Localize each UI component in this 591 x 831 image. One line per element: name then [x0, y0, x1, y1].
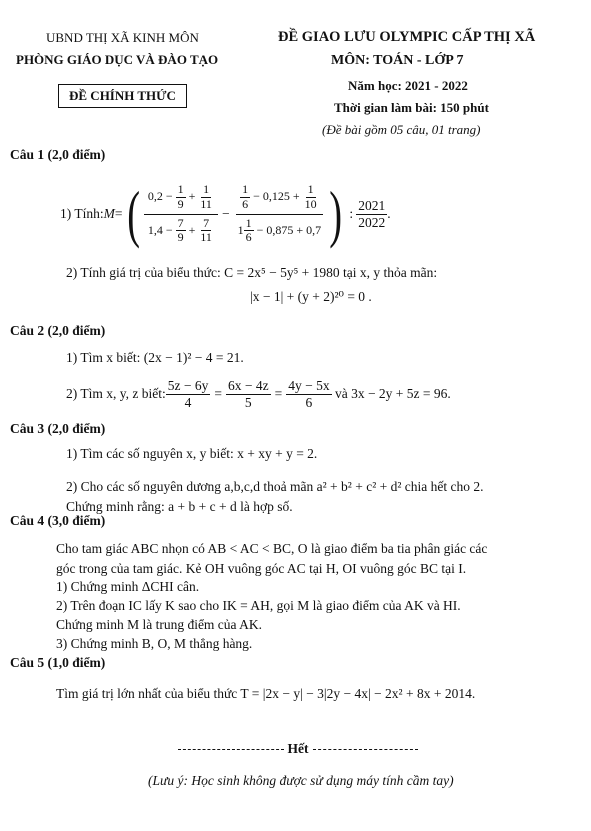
- right-paren: ): [329, 178, 343, 249]
- end-rule-left: [178, 749, 284, 750]
- q2-f1-den: 4: [184, 394, 192, 410]
- q1-p1-label: 1) Tính:: [60, 206, 104, 221]
- q2-p1: 1) Tìm x biết: (2x − 1)² − 4 = 21.: [66, 350, 244, 365]
- q4-line-6: 3) Chứng minh B, O, M thẳng hàng.: [56, 636, 253, 651]
- footer-note: (Lưu ý: Học sinh không được sử dụng máy tính cầm tay): [148, 773, 454, 788]
- q2-title: Câu 2 (2,0 điểm): [10, 323, 106, 338]
- end-rule-right: [313, 749, 419, 750]
- q3-title: Câu 3 (2,0 điểm): [10, 421, 106, 436]
- end-marker: [178, 741, 418, 757]
- q5-line-1: Tìm giá trị lớn nhất của biểu thức T = |2x − y| − 3|2y − 4x| − 2x² + 8x + 2014.: [56, 686, 476, 701]
- q1-p2-cond: |x − 1| + (y + 2)²⁰ = 0 .: [250, 289, 372, 304]
- q2-frac-3: [286, 378, 331, 410]
- exam-note: (Đề bài gồm 05 câu, 01 trang): [322, 122, 481, 137]
- q4-line-3: 1) Chứng minh ΔCHI cân.: [56, 579, 200, 594]
- q1-expression: 1) Tính: M = ( 0,2 − $\frac{1}{9}$ + $\frac{1}{11}$ 1,4 − $\frac{7}{9}$ + $\frac{7}{11}$ − $\frac{1}{6}$ − 0,125 + $\frac{1}{10}$ 1 $\frac{1}{6}$ − 0,875 + 0,7 ) : $\frac{2021}{2022}$ .: [60, 178, 391, 249]
- result-num: 2021: [358, 197, 386, 213]
- q1-var-m: M: [103, 206, 115, 221]
- exam-year: Năm học: 2021 - 2022: [348, 78, 468, 93]
- result-fraction: [356, 198, 387, 230]
- exam-duration: Thời gian làm bài: 150 phút: [334, 100, 489, 115]
- q5-title: Câu 5 (1,0 điểm): [10, 655, 106, 670]
- q2-frac-2: [226, 378, 271, 410]
- result-den: 2022: [358, 214, 386, 230]
- q3-p2b: Chứng minh rằng: a + b + c + d là hợp số.: [66, 499, 293, 514]
- q2-frac-1: [166, 378, 211, 410]
- q2-f2-den: 5: [244, 394, 252, 410]
- q1-eq: =: [114, 206, 123, 221]
- q2-f3-den: 6: [305, 394, 313, 410]
- q2-f2-num: 6x − 4z: [227, 377, 269, 393]
- q2-p2-tail: và 3x − 2y + 5z = 96.: [331, 386, 451, 401]
- exam-title: ĐỀ GIAO LƯU OLYMPIC CẤP THỊ XÃ: [278, 29, 536, 45]
- q3-p2a: 2) Cho các số nguyên dương a,b,c,d thoả mãn a² + b² + c² + d² chia hết cho 2.: [66, 479, 484, 494]
- q4-line-1: Cho tam giác ABC nhọn có AB < AC < BC, O là giao điểm ba tia phân giác các: [56, 541, 488, 556]
- big-fraction-1: 0,2 − $\frac{1}{9}$ + $\frac{1}{11}$ 1,4 − $\frac{7}{9}$ + $\frac{7}{11}$: [144, 181, 218, 247]
- official-stamp: ĐỀ CHÍNH THỨC: [58, 84, 187, 108]
- exam-subject: MÔN: TOÁN - LỚP 7: [331, 53, 464, 68]
- q4-title: Câu 4 (3,0 điểm): [10, 513, 106, 528]
- q4-line-5: Chứng minh M là trung điểm của AK.: [56, 617, 263, 632]
- q1-p2: 2) Tính giá trị của biểu thức: C = 2x⁵ − 5y⁵ + 1980 tại x, y thỏa mãn:: [66, 265, 438, 280]
- big-fraction-2: $\frac{1}{6}$ − 0,125 + $\frac{1}{10}$ 1 $\frac{1}{6}$ − 0,875 + 0,7: [237, 181, 322, 245]
- left-paren: (: [126, 178, 140, 249]
- q3-p1: 1) Tìm các số nguyên x, y biết: x + xy + y = 2.: [66, 446, 318, 461]
- q2-f1-num: 5z − 6y: [167, 377, 209, 393]
- q2-f3-num: 4y − 5x: [288, 377, 330, 393]
- q1-title: Câu 1 (2,0 điểm): [10, 147, 106, 162]
- header-left-1: UBND THỊ XÃ KINH MÔN: [46, 30, 199, 45]
- q4-line-2: góc trong của tam giác. Kẻ OH vuông góc AC tại H, OI vuông góc BC tại I.: [56, 561, 467, 576]
- end-text: Hết: [287, 741, 309, 756]
- q4-line-4: 2) Trên đoạn IC lấy K sao cho IK = AH, gọi M là giao điểm của AK và HI.: [56, 598, 461, 613]
- header-left-2: PHÒNG GIÁO DỤC VÀ ĐÀO TẠO: [16, 52, 219, 67]
- q2-p2-label: 2) Tìm x, y, z biết:: [66, 386, 166, 401]
- q2-p2: 2) Tìm x, y, z biết: $\frac{5z - 6y}{4}$ = $\frac{6x - 4z}{5}$ = $\frac{4y - 5x}{6}$ và 3x − 2y + 5z = 96.: [66, 377, 451, 410]
